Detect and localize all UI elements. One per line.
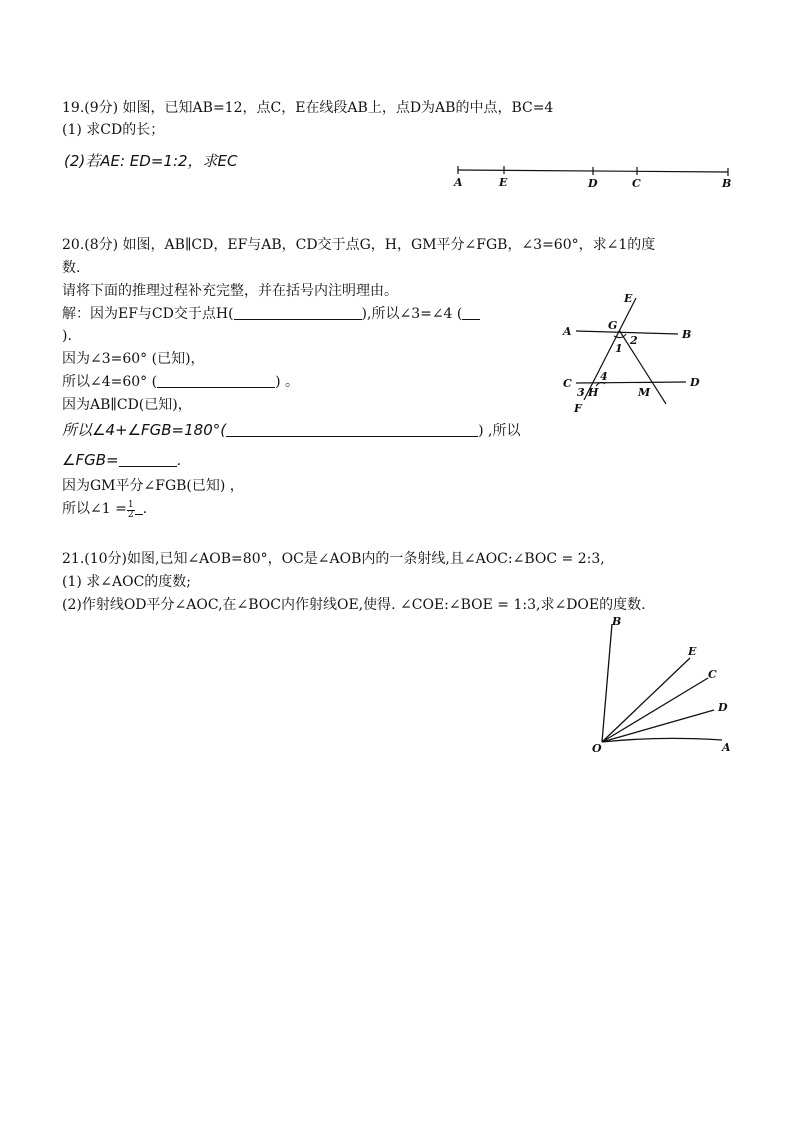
label-f: F bbox=[574, 402, 582, 415]
q20-step6 bbox=[62, 451, 181, 470]
ray-ob bbox=[602, 624, 612, 742]
blank-6[interactable] bbox=[135, 500, 143, 515]
q20-parallel-lines-figure bbox=[556, 288, 716, 418]
label-angle-2: 2 bbox=[630, 334, 638, 347]
label-b: B bbox=[722, 177, 732, 190]
label-d: D bbox=[588, 177, 598, 190]
line-ef bbox=[584, 298, 636, 400]
step6-end: . bbox=[176, 453, 182, 469]
label-e: E bbox=[499, 176, 508, 189]
q21-part1: (1) 求∠AOC的度数; bbox=[62, 574, 192, 590]
label-b: B bbox=[682, 328, 692, 341]
blank-1[interactable] bbox=[234, 305, 362, 320]
step3-prefix: 所以∠4=60° ( bbox=[62, 374, 158, 390]
label-c: C bbox=[708, 668, 717, 681]
blank-4[interactable] bbox=[226, 422, 478, 437]
q20-step1 bbox=[62, 305, 480, 323]
blank-5[interactable] bbox=[119, 452, 177, 467]
blank-2[interactable] bbox=[462, 305, 480, 320]
label-a: A bbox=[722, 741, 731, 754]
label-c: C bbox=[563, 377, 572, 390]
q20-stem-line1: 20.(8分) 如图，AB∥CD，EF与AB，CD交于点G，H，GM平分∠FGB，∠3=60°，求∠1的度 bbox=[62, 237, 656, 253]
fraction-half: $\frac{1}{2}$ bbox=[127, 500, 134, 520]
label-b: B bbox=[612, 615, 622, 628]
q20-step7: 因为GM平分∠FGB(已知) ， bbox=[62, 478, 244, 494]
q20-step3 bbox=[62, 373, 299, 391]
q20-step2: 因为∠3=60° (已知)， bbox=[62, 351, 205, 367]
blank-3[interactable] bbox=[157, 373, 275, 388]
label-a: A bbox=[563, 325, 572, 338]
q20-step8 bbox=[62, 500, 147, 520]
ray-oa bbox=[602, 738, 722, 742]
label-o: O bbox=[592, 742, 602, 755]
label-angle-3: 3 bbox=[577, 386, 585, 399]
label-angle-1: 1 bbox=[615, 342, 623, 355]
label-d: D bbox=[718, 701, 728, 714]
q19-segment-figure bbox=[448, 160, 738, 192]
step6-prefix: ∠FGB= bbox=[62, 451, 119, 469]
q20-step4: 因为AB∥CD(已知)， bbox=[62, 397, 192, 413]
angle-arc-1 bbox=[614, 334, 626, 338]
q20-instruction: 请将下面的推理过程补充完整，并在括号内注明理由。 bbox=[62, 283, 398, 299]
q19-part1: (1) 求CD的长； bbox=[62, 122, 165, 138]
step1-prefix: 解：因为EF与CD交于点H( bbox=[62, 306, 234, 322]
q19-stem: 19.(9分) 如图，已知AB=12，点C，E在线段AB上，点D为AB的中点，BC=4 bbox=[62, 100, 554, 116]
step5-end: ) ,所以 bbox=[478, 423, 521, 439]
step3-end: ) 。 bbox=[275, 374, 300, 390]
label-angle-4: 4 bbox=[600, 370, 608, 383]
step8-end: . bbox=[142, 501, 148, 517]
q21-stem: 21.(10分)如图,已知∠AOB=80°，OC是∠AOB内的一条射线,且∠AOC:∠BOC = 2:3, bbox=[62, 551, 605, 567]
q20-step5 bbox=[62, 421, 520, 440]
step5-prefix: 所以∠4+∠FGB=180°( bbox=[62, 421, 227, 439]
label-d: D bbox=[690, 376, 700, 389]
step1-end: ). bbox=[62, 328, 72, 344]
ray-oc bbox=[602, 678, 708, 742]
q21-part2: (2)作射线OD平分∠AOC,在∠BOC内作射线OE,使得. ∠COE:∠BOE = 1:3,求∠DOE的度数. bbox=[62, 597, 646, 613]
label-m: M bbox=[638, 386, 651, 399]
label-h: H bbox=[588, 386, 599, 399]
label-e: E bbox=[688, 645, 697, 658]
label-a: A bbox=[454, 176, 463, 189]
label-g: G bbox=[608, 319, 618, 332]
step1-mid: ),所以∠3=∠4 ( bbox=[361, 306, 463, 322]
line-ab bbox=[576, 331, 678, 334]
step8-prefix: 所以∠1 = bbox=[62, 501, 127, 517]
label-e: E bbox=[624, 292, 633, 305]
q21-angle-rays-figure bbox=[588, 610, 738, 760]
q19-part2: (2)若AE: ED=1:2，求EC bbox=[64, 152, 238, 170]
label-c: C bbox=[632, 177, 641, 190]
q20-stem-line2: 数. bbox=[62, 260, 81, 276]
